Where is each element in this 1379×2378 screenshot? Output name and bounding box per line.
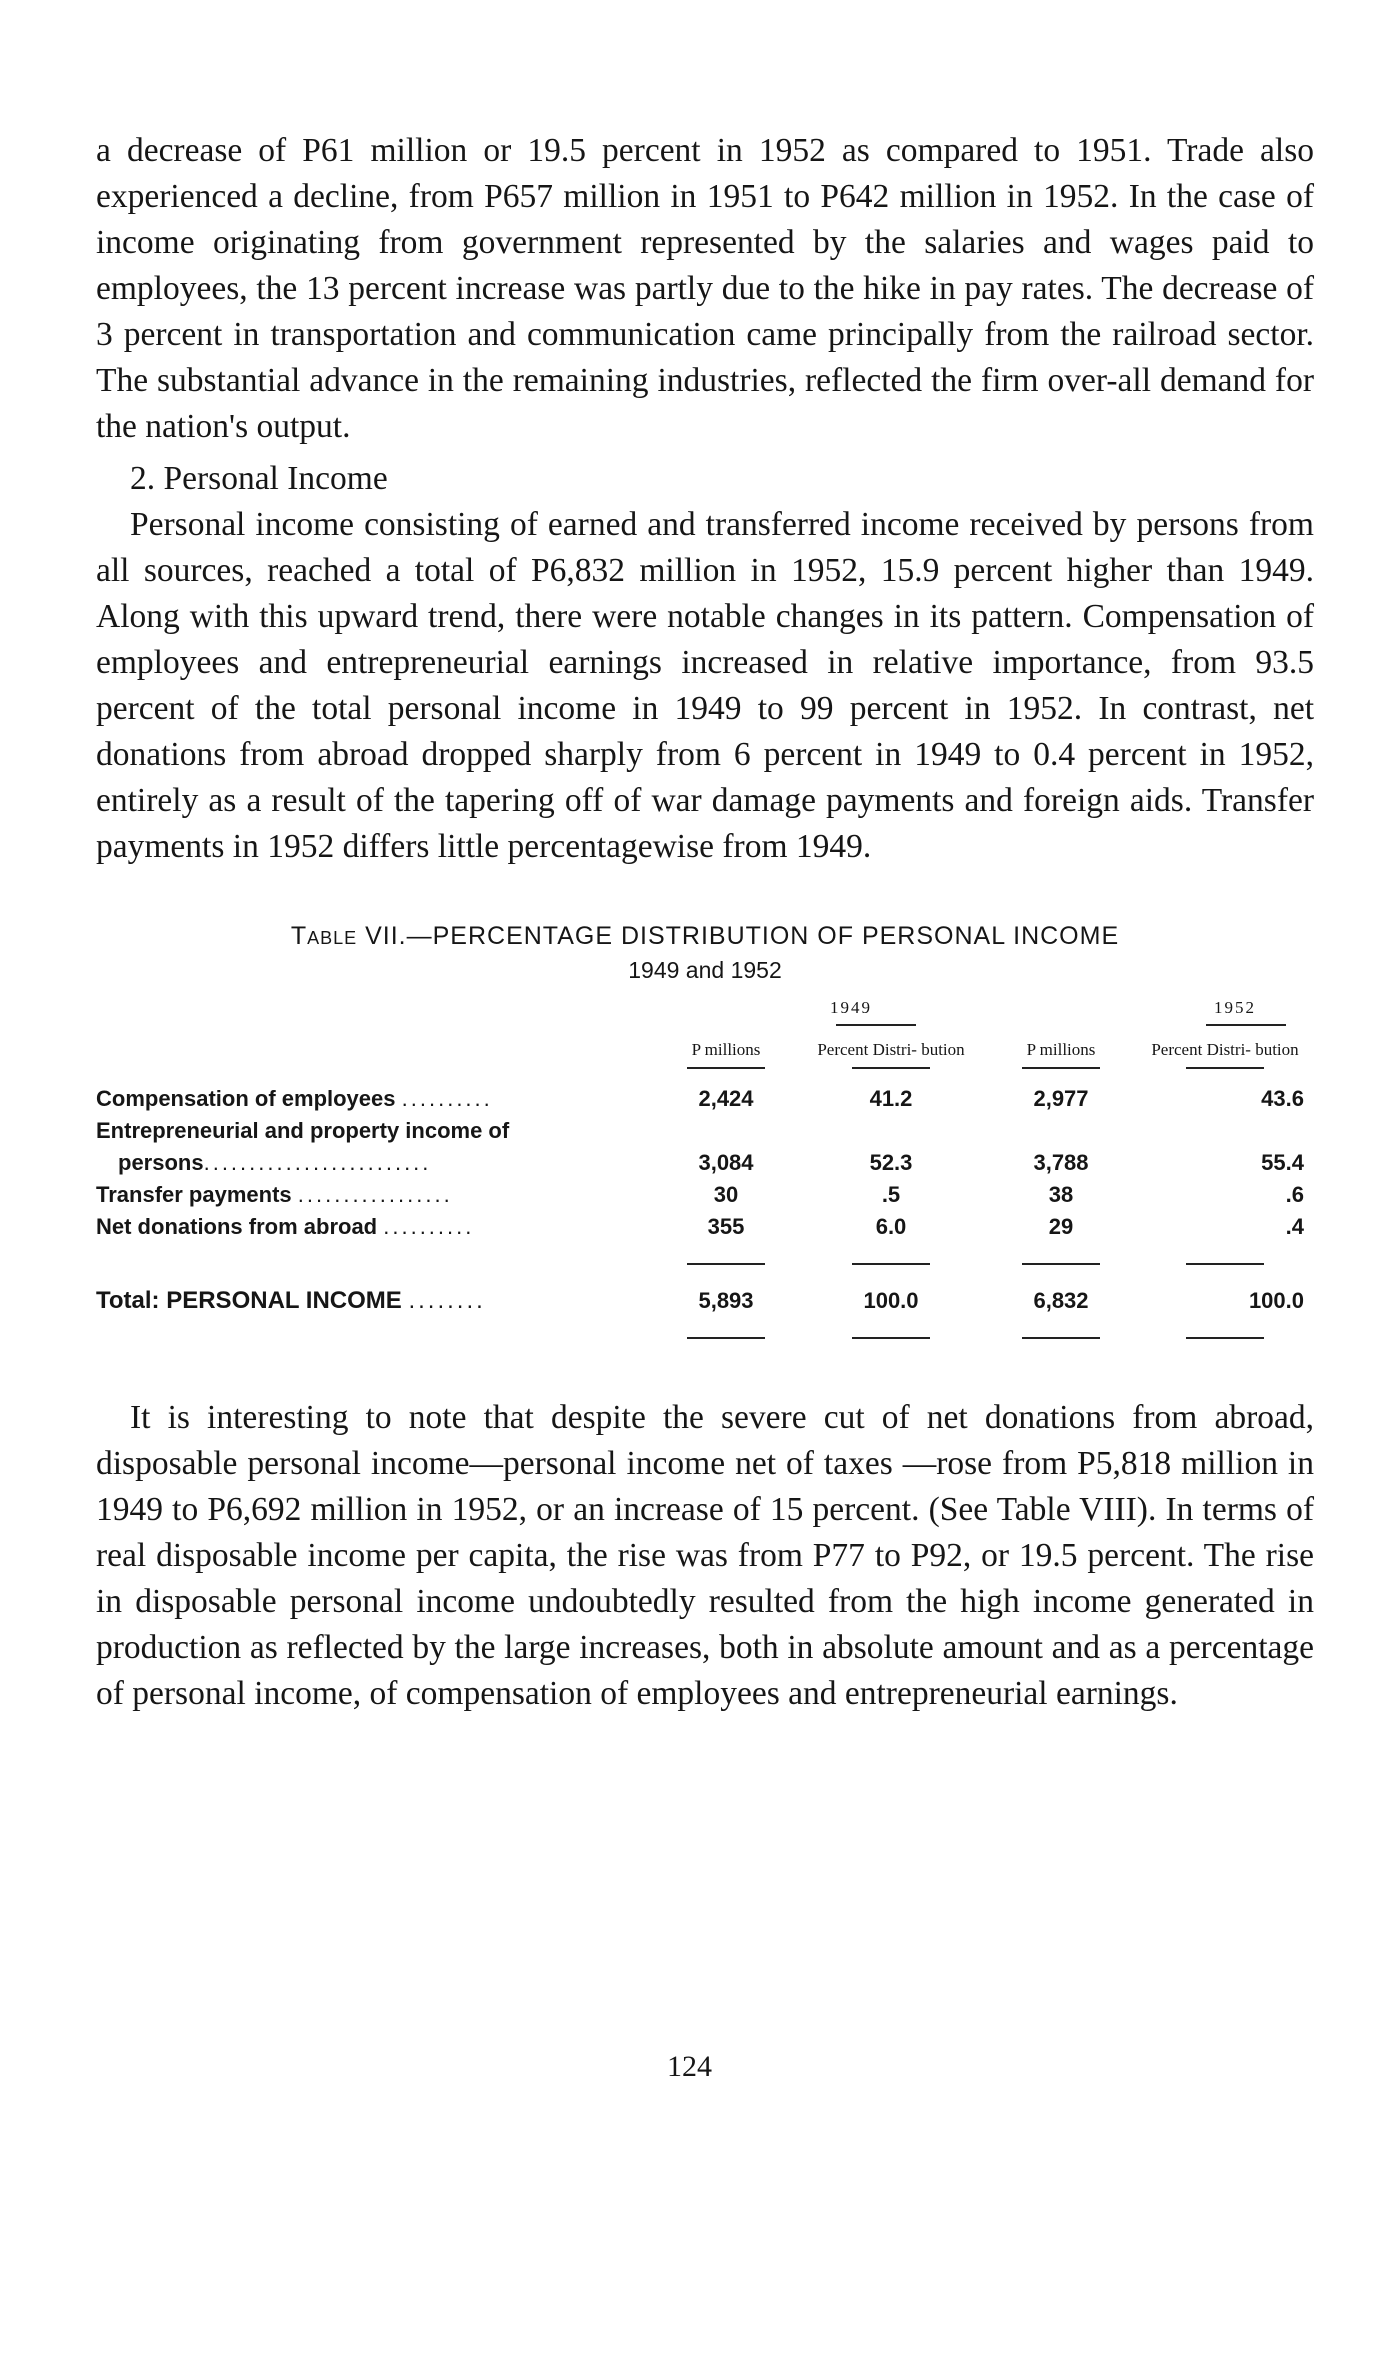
page-number: 124 xyxy=(667,2050,712,2083)
column-header-millions-1952: P millions xyxy=(1026,1040,1096,1059)
year-header-1952: 1952 xyxy=(986,998,1314,1040)
table-row: persons......................... 3,084 52.3 3,788 55.4 xyxy=(96,1147,1314,1179)
section-heading-personal-income: 2. Personal Income xyxy=(130,460,388,497)
table-number: Table VII. xyxy=(290,922,407,950)
value-millions-1952: 3,788 xyxy=(1033,1150,1089,1175)
value-percent-1949: 6.0 xyxy=(875,1214,907,1239)
total-percent-1949: 100.0 xyxy=(863,1288,919,1313)
value-percent-1949: .5 xyxy=(881,1182,901,1207)
row-label: Net donations from abroad xyxy=(96,1214,378,1239)
personal-income-table xyxy=(96,998,1314,1339)
table-row: Transfer payments ................. 30 .5 38 .6 xyxy=(96,1179,1314,1211)
column-header-percent-1949: Percent Distri- bution xyxy=(817,1040,965,1059)
row-label: Transfer payments xyxy=(96,1182,292,1207)
table-row: Net donations from abroad .......... 355 6.0 29 .4 xyxy=(96,1211,1314,1243)
column-header-millions-1949: P millions xyxy=(691,1040,761,1059)
value-percent-1949: 41.2 xyxy=(869,1086,913,1111)
column-header-percent-1952: Percent Distri- bution xyxy=(1151,1040,1299,1059)
value-millions-1949: 2,424 xyxy=(698,1086,754,1111)
table-subtitle: 1949 and 1952 xyxy=(628,957,782,983)
table-title-main: —PERCENTAGE DISTRIBUTION OF PERSONAL INCOME xyxy=(406,922,1120,950)
row-label: Entrepreneurial and property income of xyxy=(96,1118,510,1143)
total-label: Total: PERSONAL INCOME xyxy=(96,1287,402,1314)
value-millions-1949: 30 xyxy=(713,1182,739,1207)
value-percent-1949: 52.3 xyxy=(869,1150,913,1175)
value-percent-1952: .4 xyxy=(1285,1214,1304,1239)
table-title xyxy=(96,922,1314,951)
table-row xyxy=(96,1115,1314,1147)
value-percent-1952: 43.6 xyxy=(1261,1086,1304,1111)
value-percent-1952: 55.4 xyxy=(1261,1150,1304,1175)
value-millions-1949: 355 xyxy=(707,1214,745,1239)
value-percent-1952: .6 xyxy=(1285,1182,1304,1207)
value-millions-1949: 3,084 xyxy=(698,1150,754,1175)
row-label: persons xyxy=(118,1150,204,1175)
total-percent-1952: 100.0 xyxy=(1248,1288,1304,1313)
year-header-1949: 1949 xyxy=(656,998,986,1040)
paragraph-personal-income: Personal income consisting of earned and transferred income received by persons from all sources, reached a total of P6,832 million in 1952, 15.9 percent higher than 1949. Along with this upward trend, there were notable changes in its pattern. Compensation of employees and entrepreneurial earnings increased in relative importance, from 93.5 percent of the total personal income in 1949 to 99 percent in 1952. In contrast, net donations from abroad dropped sharply from 6 percent in 1949 to 0.4 percent in 1952, entirely as a result of the tapering off of war damage payments and foreign aids. Transfer payments in 1952 differs little percentagewise from 1949. xyxy=(96,506,1314,865)
paragraph-trade-government: a decrease of P61 million or 19.5 percent in 1952 as compared to 1951. Trade also experienced a decline, from P657 million in 1951 to P642 million in 1952. In the case of income originating from government represented by the salaries and wages paid to employees, the 13 percent increase was partly due to the hike in pay rates. The decrease of 3 percent in transportation and communication came principally from the railroad sector. The substantial advance in the remaining industries, reflected the firm over-all demand for the nation's output. xyxy=(96,132,1314,445)
value-millions-1952: 38 xyxy=(1048,1182,1074,1207)
table-row: Compensation of employees .......... 2,424 41.2 2,977 43.6 xyxy=(96,1083,1314,1115)
value-millions-1952: 2,977 xyxy=(1033,1086,1089,1111)
table-total-row: Total: PERSONAL INCOME ........ 5,893 100.0 6,832 100.0 xyxy=(96,1285,1314,1317)
document-page xyxy=(96,128,1314,1717)
value-millions-1952: 29 xyxy=(1048,1214,1074,1239)
row-label: Compensation of employees xyxy=(96,1086,396,1111)
paragraph-disposable-income: It is interesting to note that despite the severe cut of net donations from abroad, disposable personal income—personal income net of taxes —rose from P5,818 million in 1949 to P6,692 million in 1952, or an increase of 15 percent. (See Table VIII). In terms of real disposable income per capita, the rise was from P77 to P92, or 19.5 percent. The rise in disposable personal income undoubtedly resulted from the high income generated in production as reflected by the large increases, both in absolute amount and as a percentage of personal income, of compensation of employees and entrepreneurial earnings. xyxy=(96,1399,1314,1712)
total-millions-1952: 6,832 xyxy=(1033,1288,1089,1313)
total-millions-1949: 5,893 xyxy=(698,1288,754,1313)
